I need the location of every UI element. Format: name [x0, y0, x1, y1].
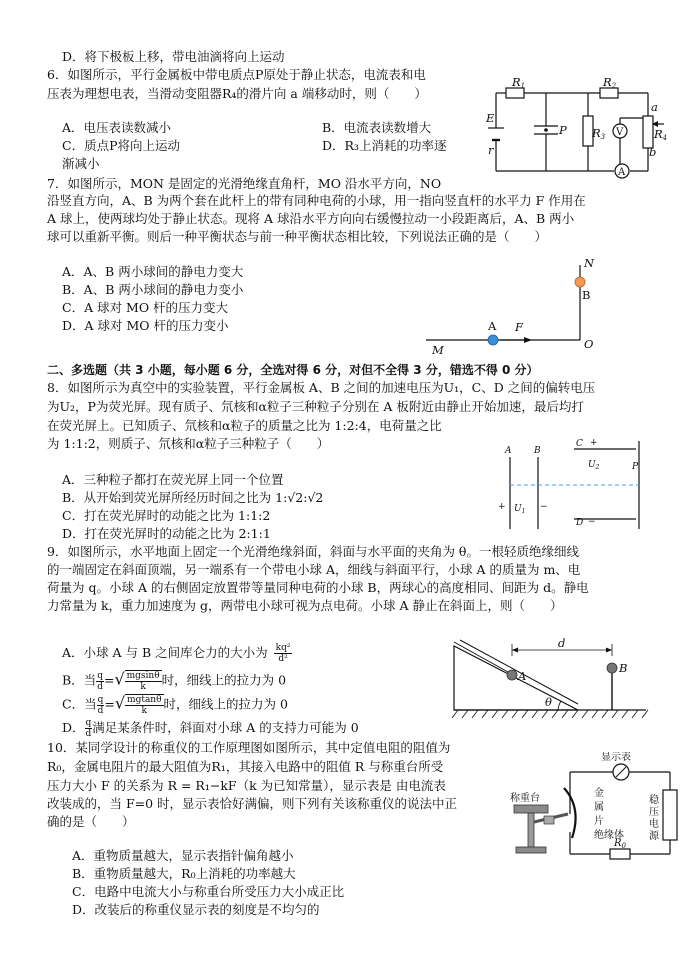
weighing-platform [514, 805, 548, 813]
q7-stem-line-1: 7．如图所示，MON 是固定的光滑绝缘直角杆，MO 沿水平方向，NO [47, 176, 442, 191]
label-source-1: 稳 [649, 795, 659, 806]
label-b: B [534, 446, 541, 456]
q5-option-d: D．将下极板上移，带电油滴将向上运动 [62, 49, 285, 64]
q6-circuit-diagram [486, 76, 678, 180]
particle-p-label: P [559, 123, 567, 137]
q8-accelerator-diagram [496, 435, 646, 535]
fraction-denominator: d² [278, 654, 288, 664]
equals-sign: = [103, 672, 115, 688]
label-theta: θ [545, 695, 552, 709]
label-u2: $U_2$ [588, 460, 600, 471]
q9-option-b [62, 670, 286, 692]
q10-option-c: C．电路中电流大小与称重台所受压力大小成正比 [72, 884, 345, 899]
q10-stem-line-2: R₀，金属电阻片的最大阻值为R₁，其接入电路中的阻值 R 与称重台所受 [47, 759, 444, 774]
q10-stem-line-5: 确的是（ ） [47, 814, 135, 829]
q9-option-c-suffix: 时，细线上的拉力为 0 [163, 696, 288, 712]
q8-stem-line-3: 在荧光屏上。已知质子、氘核和α粒子的质量之比为 1:2:4，电荷量之比 [47, 418, 442, 433]
ball-b [575, 277, 585, 287]
internal-resistance-label: r [488, 143, 494, 157]
label-display-meter: 显示表 [601, 752, 631, 763]
q7-right-angle-rod-diagram [420, 255, 610, 355]
sqrt-icon: √ [114, 693, 126, 713]
r4-label: R4 [654, 127, 668, 142]
q10-option-b: B．重物质量越大，R₀上消耗的功率越大 [72, 866, 296, 881]
q8-stem-line-1: 8．如图所示为真空中的实验装置，平行金属板 A、B 之间的加速电压为U₁，C、D 之间的偏转电压 [47, 380, 596, 395]
fraction-numerator: q [97, 670, 103, 681]
label-source-4: 源 [649, 831, 659, 842]
q9-incline-diagram [450, 632, 650, 722]
q7-stem-line-2: 沿竖直方向，A、B 为两个套在此杆上的带有同种电荷的小球，用一指向竖直杆的水平力 F 作用在 [47, 193, 586, 208]
radicand-numerator: mgsinθ [126, 671, 160, 681]
angle-arc [558, 701, 561, 710]
q10-stem-line-1: 10．某同学设计的称重仪的工作原理图如图所示，其中定值电阻的阻值为 [47, 740, 451, 755]
r1-label: R1 [512, 76, 526, 90]
platform-base [516, 847, 546, 853]
q6-stem-line-1: 6．如图所示，平行金属板中带电质点P原处于静止状态，电流表和电 [47, 67, 426, 82]
label-a: A [488, 319, 497, 333]
stabilized-source-box [663, 790, 677, 840]
q9-option-a-text: A．小球 A 与 B 之间库仑力的大小为 [62, 645, 268, 660]
resistor-r0-icon [610, 849, 630, 859]
q9-stem-line-3: 荷量为 q。小球 A 的右侧固定放置带等量同种电荷的小球 B，两球心的高度相同、间距为 d。静电 [47, 580, 589, 595]
ground-hatch [452, 710, 648, 718]
q7-option-d: D．A 球对 MO 杆的压力变小 [62, 318, 229, 333]
radicand-denominator: k [141, 706, 148, 716]
label-f: F [515, 320, 523, 334]
q9-option-c [62, 694, 288, 716]
fraction-numerator: q [85, 718, 92, 728]
q8-option-a: A．三种粒子都打在荧光屏上同一个位置 [62, 472, 284, 487]
force-arrow-icon [524, 337, 532, 343]
q10-option-d: D．改装后的称重仪显示表的刻度是不均匀的 [72, 902, 320, 917]
label-d: d [558, 636, 566, 650]
q6-option-d-cont: 渐减小 [62, 156, 100, 171]
ball-b [607, 663, 617, 673]
q9-option-c-radicand [125, 694, 164, 716]
section-multiple-choice-heading: 二、多选题（共 3 小题，每小题 6 分，全选对得 6 分，对但不全得 3 分，错选不得 0 分） [47, 363, 539, 377]
emf-label: E [486, 111, 495, 125]
arrow-left-icon [512, 648, 518, 653]
particle-p-dot [544, 128, 548, 132]
q8-stem-line-2: 为U₂，P为荧光屏。现有质子、氘核和α粒子三种粒子分别在 A 板附近由静止开始加速，最后均打 [47, 399, 584, 414]
q9-option-d [62, 718, 359, 739]
label-platform: 称重台 [510, 793, 540, 804]
q7-option-b: B．A、B 两小球间的静电力变小 [62, 282, 244, 297]
fraction-denominator: d [85, 729, 92, 739]
q8-option-d: D．打在荧光屏时的动能之比为 2:1:1 [62, 526, 271, 541]
q6-option-d: D．R₃上消耗的功率逐 [322, 138, 447, 153]
q9-option-a-fraction [274, 643, 293, 664]
label-p: P [632, 462, 639, 472]
q6-option-b: B．电流表读数增大 [322, 120, 432, 135]
label-plus-c: + [590, 438, 598, 448]
r3-label: R3 [592, 126, 606, 141]
q8-stem-line-4: 为 1:1:2，则质子、氘核和α粒子三种粒子（ ） [47, 436, 330, 451]
sqrt-icon: √ [114, 669, 125, 689]
ball-a [488, 335, 498, 345]
label-minus-b: − [540, 502, 548, 512]
q9-option-c-prefix: C．当 [62, 696, 97, 712]
q8-option-b: B．从开始到荧光屏所经历时间之比为 1:√2:√2 [62, 490, 324, 505]
label-insulator: 绝缘体 [594, 830, 624, 841]
q6-option-a: A．电压表读数减小 [62, 120, 172, 135]
q10-weighing-scale-diagram [506, 752, 686, 864]
label-b: B [619, 661, 628, 675]
q10-stem-line-3: 压力大小 F 的关系为 R = R₁−kF（k 为已知常量），显示表是 由电流表 [47, 778, 446, 793]
fraction-numerator: q [97, 694, 104, 705]
q8-option-c: C．打在荧光屏时的动能之比为 1:1:2 [62, 508, 271, 523]
radicand-denominator: k [140, 682, 146, 692]
q9-option-b-prefix: B．当 [62, 672, 97, 688]
terminal-a-label: a [651, 100, 658, 114]
ammeter-label: A [618, 167, 626, 178]
label-metal-2: 属 [594, 802, 604, 813]
label-c: C [576, 439, 583, 449]
label-a: A [505, 446, 512, 456]
fraction-numerator: kq² [275, 643, 291, 653]
equals-sign: = [104, 696, 115, 712]
label-metal-1: 金 [594, 788, 604, 799]
label-b: B [582, 288, 591, 302]
q9-option-d-suffix: 满足某条件时，斜面对小球 A 的支持力可能为 0 [92, 720, 359, 735]
label-o: O [584, 337, 594, 351]
q9-option-b-fraction [96, 671, 104, 692]
q9-option-b-radicand [125, 670, 162, 692]
label-source-2: 压 [649, 807, 659, 818]
q9-stem-line-4: 力常量为 k，重力加速度为 g，两带电小球可视为点电荷。小球 A 静止在斜面上，则（ ） [47, 598, 563, 613]
label-metal-3: 片 [594, 816, 604, 827]
label-n: N [584, 256, 595, 270]
label-source-3: 电 [649, 819, 659, 830]
r2-label: R2 [603, 76, 617, 90]
q10-stem-line-4: 改装成的，当 F=0 时，显示表恰好满偏，则下列有关该称重仪的说法中正 [47, 796, 458, 811]
q7-stem-line-3: A 球上，使两球均处于静止状态。现将 A 球沿水平方向向右缓慢拉动一小段距离后，A、B 两小 [47, 211, 575, 226]
label-m: M [432, 343, 444, 355]
q6-stem-line-2: 压表为理想电表，当滑动变阻器R₄的滑片向 a 端移动时，则（ ） [47, 86, 427, 101]
ball-a [507, 670, 517, 680]
q9-stem-line-1: 9．如图所示，水平地面上固定一个光滑绝缘斜面，斜面与水平面的夹角为 θ。一根轻质绝缘细线 [47, 544, 579, 559]
q7-stem-line-4: 球可以重新平衡。则后一种平衡状态与前一种平衡状态相比较，下列说法正确的是（ ） [47, 229, 548, 244]
label-plus-a: + [498, 502, 506, 512]
fraction-denominator: d [97, 705, 104, 716]
q6-option-c: C．质点P将向上运动 [62, 138, 180, 153]
q10-option-a: A．重物质量越大，显示表指针偏角越小 [72, 848, 294, 863]
radicand-numerator: mgtanθ [127, 695, 162, 705]
q9-option-a [62, 643, 292, 664]
q9-option-b-suffix: 时，细线上的拉力为 0 [161, 672, 287, 688]
fraction-denominator: d [97, 681, 103, 692]
label-d: D [576, 518, 584, 528]
label-u1: $U_1$ [514, 504, 526, 515]
label-r0: $R_0$ [614, 838, 626, 850]
platform-post [528, 813, 534, 847]
thread [454, 642, 508, 672]
arrow-right-icon [606, 648, 612, 653]
label-a: A [518, 669, 527, 683]
label-minus-d: − [588, 517, 596, 527]
q9-stem-line-2: 的一端固定在斜面顶端，另一端系有一个带电小球 A，细线与斜面平行，小球 A 的质量为 m、电 [47, 562, 581, 577]
insulator-block [544, 816, 554, 824]
q9-option-d-prefix: D． [62, 720, 85, 735]
q7-option-a: A．A、B 两小球间的静电力变大 [62, 264, 244, 279]
voltmeter-label: V [616, 127, 624, 138]
terminal-b-label: b [649, 145, 657, 159]
rheostat-r4-icon [643, 116, 653, 148]
q7-option-c: C．A 球对 MO 杆的压力变大 [62, 300, 229, 315]
